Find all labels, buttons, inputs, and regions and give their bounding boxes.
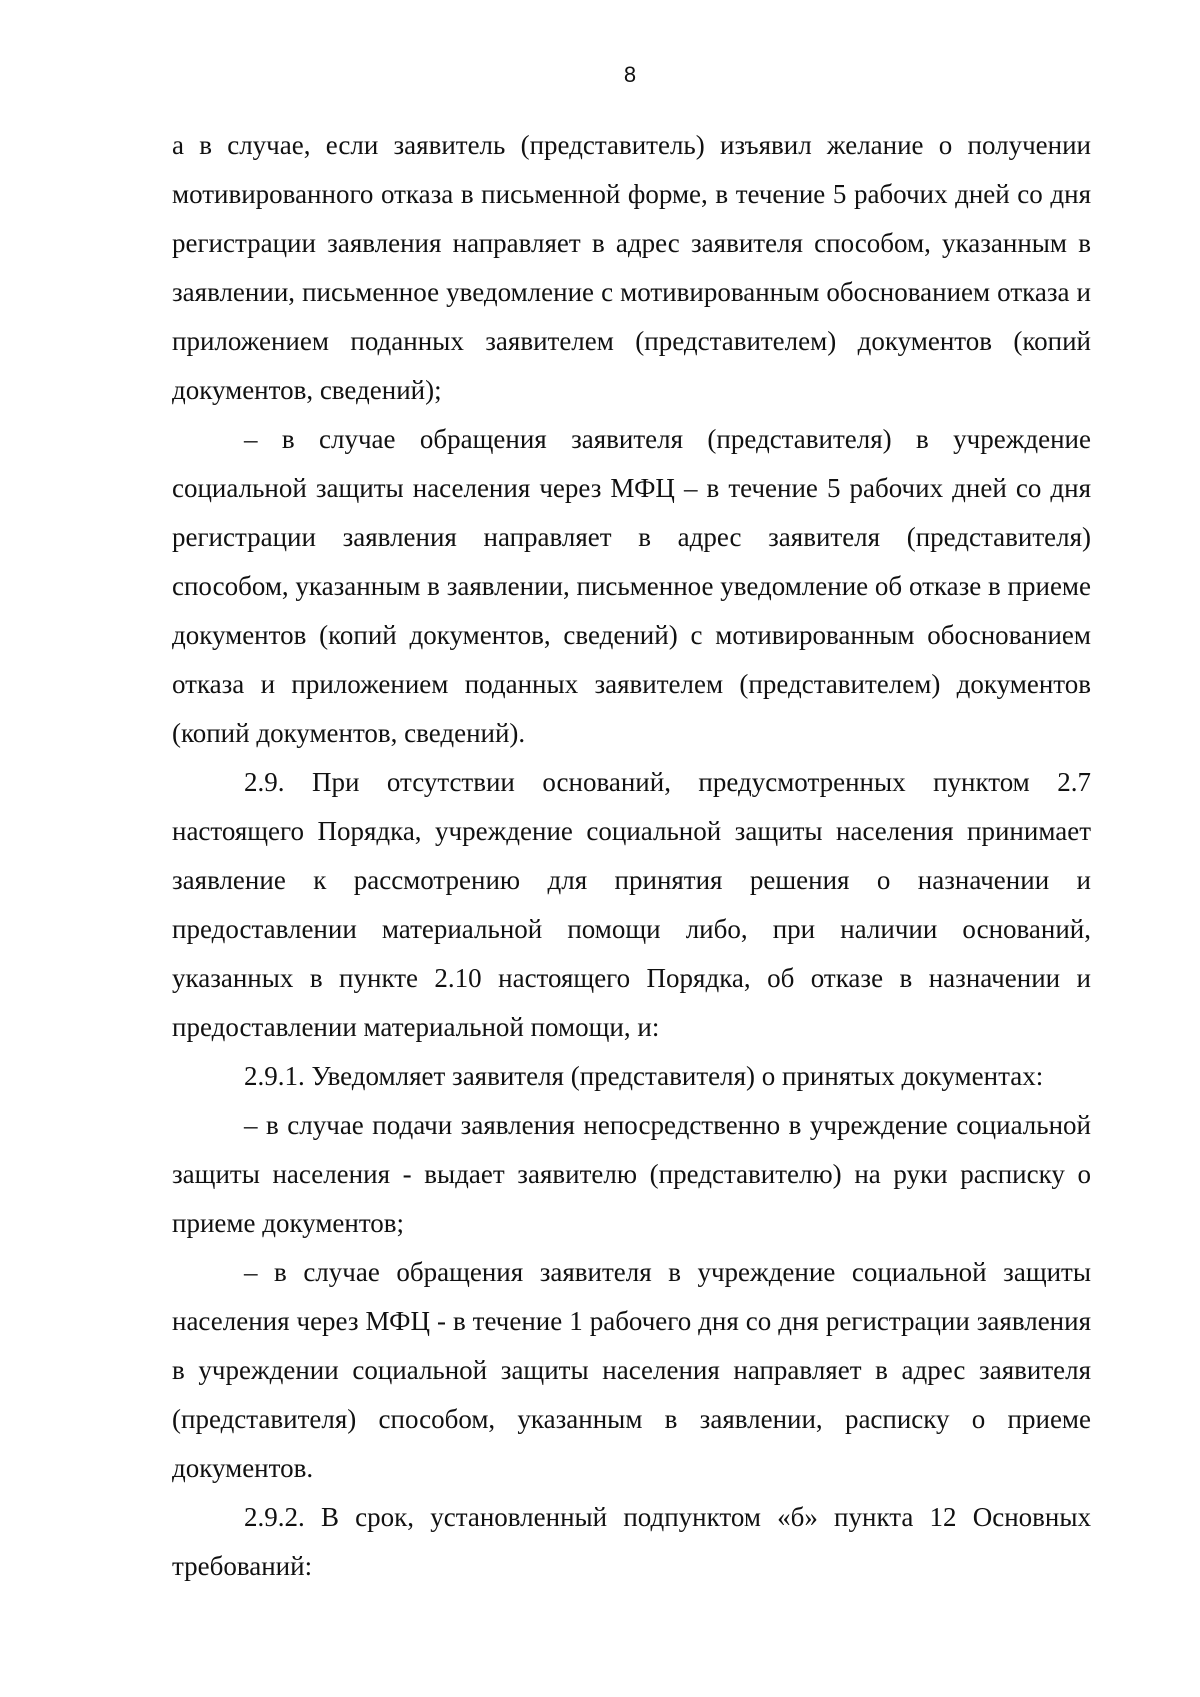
- paragraph-2-9-1: 2.9.1. Уведомляет заявителя (представителя) о принятых документах:: [244, 1061, 1044, 1091]
- paragraph-2-9: 2.9. При отсутствии оснований, предусмотренных пунктом 2.7 настоящего Порядка, учреждение социальной защиты населения принимает заявление к рассмотрению для принятия решения о назначении и предоставлении материальной помощи либо, при наличии оснований, указанных в пункте 2.10 настоящего Порядка, об отказе в назначении и предоставлении материальной помощи, и:: [172, 767, 1091, 1042]
- paragraph-mfc-receipt: – в случае обращения заявителя в учреждение социальной защиты населения через МФЦ - в течение 1 рабочего дня со дня регистрации заявления в учреждении социальной защиты населения направляет в адрес заявителя (представителя) способом, указанным в заявлении, расписку о приеме документов.: [172, 1257, 1091, 1483]
- document-body: [172, 121, 1091, 1591]
- paragraph-2-9-2: 2.9.2. В срок, установленный подпунктом «б» пункта 12 Основных требований:: [172, 1502, 1091, 1581]
- paragraph-direct-submission: – в случае подачи заявления непосредственно в учреждение социальной защиты населения - выдает заявителю (представителю) на руки расписку о приеме документов;: [172, 1110, 1091, 1238]
- paragraph-mfc-refusal: – в случае обращения заявителя (представителя) в учреждение социальной защиты населения через МФЦ – в течение 5 рабочих дней со дня регистрации заявления направляет в адрес заявителя (представителя) способом, указанным в заявлении, письменное уведомление об отказе в приеме документов (копий документов, сведений) с мотивированным обоснованием отказа и приложением поданных заявителем (представителем) документов (копий документов, сведений).: [172, 424, 1091, 748]
- page-number: 8: [623, 62, 637, 87]
- paragraph-refusal-written: а в случае, если заявитель (представитель) изъявил желание о получении мотивированного отказа в письменной форме, в течение 5 рабочих дней со дня регистрации заявления направляет в адрес заявителя способом, указанным в заявлении, письменное уведомление с мотивированным обоснованием отказа и приложением поданных заявителем (представителем) документов (копий документов, сведений);: [172, 130, 1091, 405]
